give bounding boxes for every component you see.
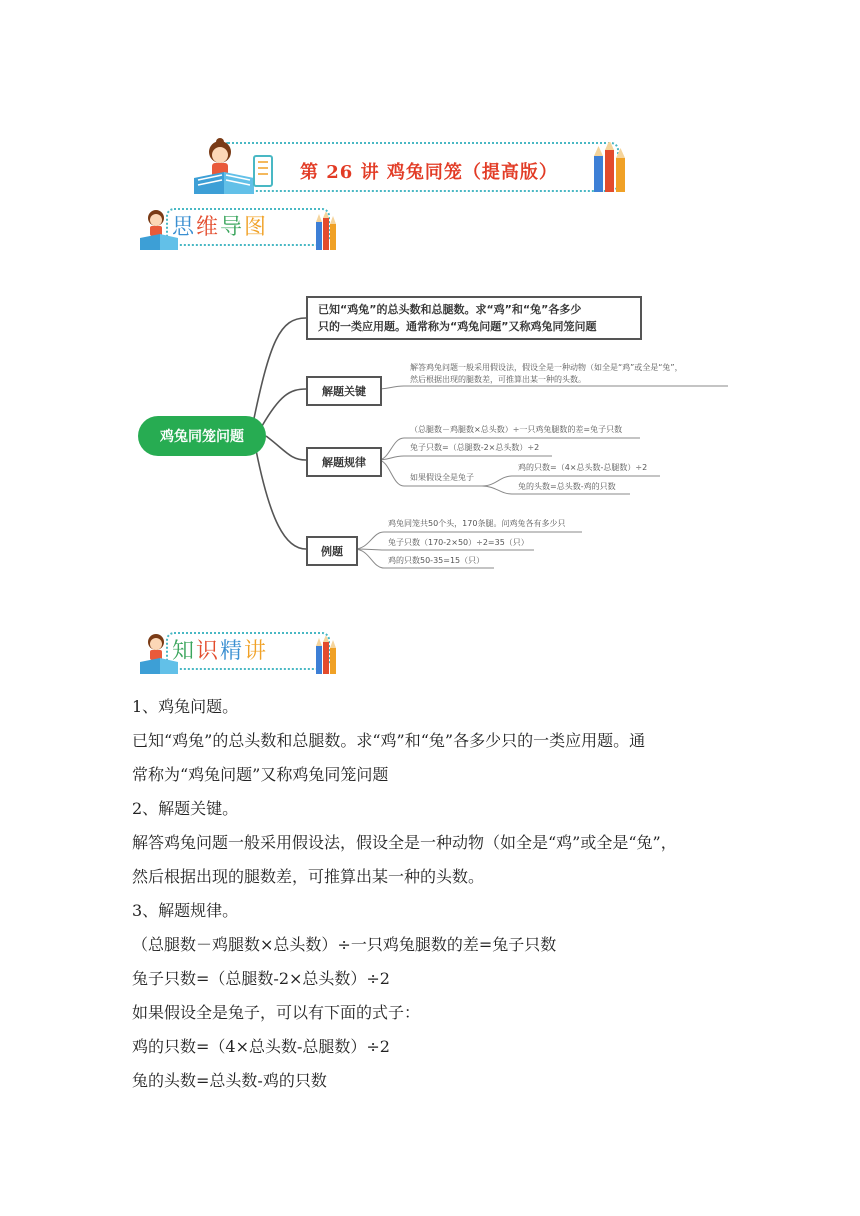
- definition-line-2: 只的一类应用题。通常称为“鸡兔问题”又称鸡兔同笼问题: [318, 320, 597, 333]
- lesson-content: [132, 690, 732, 1098]
- rule-3a: 鸡的只数=（4×总头数-总腿数）÷2: [518, 463, 648, 472]
- example-node: 例题: [306, 536, 358, 566]
- paragraph-definition-2: 常称为“鸡兔问题”又称鸡兔同笼问题: [132, 765, 389, 784]
- definition-line-1: 已知“鸡兔”的总头数和总腿数。求“鸡”和“兔”各多少: [318, 303, 582, 316]
- title-char-3: 精: [220, 639, 245, 664]
- rule-line-5: 兔的头数=总头数-鸡的只数: [132, 1071, 327, 1090]
- paragraph-key-2: 然后根据出现的腿数差，可推算出某一种的头数。: [132, 867, 485, 886]
- page-title: 第 26 讲 鸡兔同笼（提高版）: [300, 162, 558, 183]
- rule-3: 如果假设全是兔子: [410, 473, 474, 482]
- rule-line-3: 如果假设全是兔子，可以有下面的式子：: [132, 1003, 421, 1022]
- definition-node: [306, 296, 642, 340]
- rule-1: （总腿数－鸡腿数×总头数）÷一只鸡兔腿数的差=兔子只数: [410, 425, 623, 434]
- heading-1: 1、鸡兔问题。: [132, 697, 239, 716]
- rule-line-4: 鸡的只数=（4×总头数-总腿数）÷2: [132, 1037, 390, 1056]
- example-1: 鸡兔同笼共50个头，170条腿。问鸡兔各有多少只: [388, 519, 566, 528]
- rule-2: 兔子只数=（总腿数-2×总头数）÷2: [410, 443, 540, 452]
- title-char-3: 导: [220, 215, 245, 240]
- title-char-4: 图: [244, 215, 269, 240]
- title-char-1: 知: [172, 639, 197, 664]
- mind-map-root: 鸡兔同笼问题: [138, 416, 266, 456]
- rule-line-1: （总腿数－鸡腿数×总头数）÷一只鸡兔腿数的差=兔子只数: [132, 935, 557, 954]
- section-header-knowledge: [138, 632, 338, 676]
- title-char-4: 讲: [244, 639, 269, 664]
- rule-3b: 兔的头数=总头数-鸡的只数: [518, 482, 616, 491]
- section-title-knowledge: [172, 634, 268, 665]
- title-char-2: 识: [196, 639, 221, 664]
- title-char-1: 思: [172, 215, 197, 240]
- rules-node: 解题规律: [306, 447, 382, 477]
- heading-2: 2、解题关键。: [132, 799, 239, 818]
- title-char-2: 维: [196, 215, 221, 240]
- key-text-2: 然后根据出现的腿数差，可推算出某一种的头数。: [410, 375, 586, 384]
- rule-line-2: 兔子只数=（总腿数-2×总头数）÷2: [132, 969, 390, 988]
- paragraph-definition-1: 已知“鸡兔”的总头数和总腿数。求“鸡”和“兔”各多少只的一类应用题。通: [132, 731, 646, 750]
- heading-3: 3、解题规律。: [132, 901, 239, 920]
- key-text-1: 解答鸡兔问题一般采用假设法，假设全是一种动物（如全是“鸡”或全是“兔”，: [410, 363, 683, 372]
- key-node: 解题关键: [306, 376, 382, 406]
- example-3: 鸡的只数50-35=15（只）: [388, 556, 485, 565]
- pencils-icon: [314, 636, 338, 676]
- paragraph-key-1: 解答鸡兔问题一般采用假设法，假设全是一种动物（如全是“鸡”或全是“兔”，: [132, 833, 677, 852]
- example-2: 兔子只数（170-2×50）÷2=35（只）: [388, 538, 529, 547]
